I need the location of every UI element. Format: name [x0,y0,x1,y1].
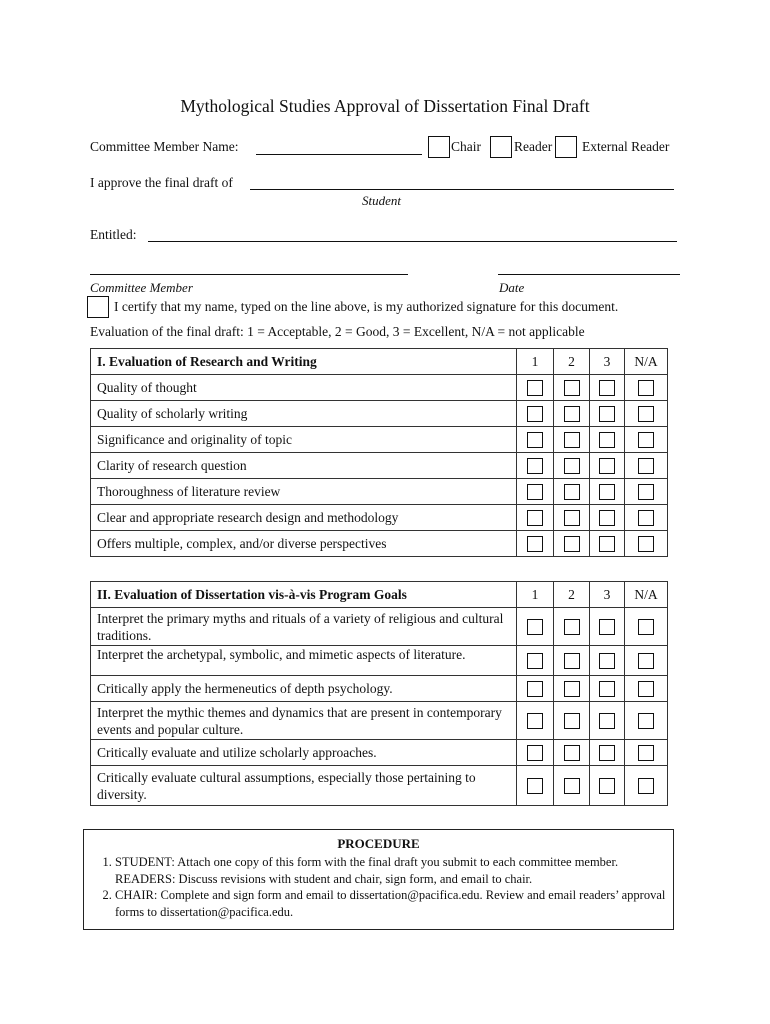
goal-label: Critically apply the hermeneutics of depth psychology. [91,676,517,702]
table-row [91,702,668,740]
rating-na-checkbox[interactable] [638,713,654,729]
program-goals-table [90,581,668,806]
rating-na-checkbox[interactable] [638,380,654,396]
rating-1-checkbox[interactable] [527,713,543,729]
table-row [91,453,668,479]
rating-2-checkbox[interactable] [564,380,580,396]
col-2-header: 2 [554,582,590,608]
rating-na-checkbox[interactable] [638,510,654,526]
table-header-row [91,582,668,608]
committee-member-caption: Committee Member [90,280,193,295]
rating-3-checkbox[interactable] [599,510,615,526]
certify-text: I certify that my name, typed on the line above, is my authorized signature for this document. [114,299,619,314]
table-row [91,479,668,505]
rating-2-checkbox[interactable] [564,484,580,500]
rating-1-checkbox[interactable] [527,510,543,526]
section1-header: I. Evaluation of Research and Writing [91,349,517,375]
research-writing-table [90,348,668,557]
table-row [91,646,668,676]
rating-na-checkbox[interactable] [638,432,654,448]
rating-3-checkbox[interactable] [599,745,615,761]
col-na-header: N/A [625,582,668,608]
table-row [91,505,668,531]
rating-1-checkbox[interactable] [527,380,543,396]
rating-1-checkbox[interactable] [527,484,543,500]
rating-na-checkbox[interactable] [638,458,654,474]
rating-1-checkbox[interactable] [527,681,543,697]
rating-na-checkbox[interactable] [638,536,654,552]
external-reader-checkbox[interactable] [555,136,577,158]
rating-3-checkbox[interactable] [599,778,615,794]
procedure-step: 1. STUDENT: Attach one copy of this form with the final draft you submit to each committee member. READERS: Discuss revisions with student and chair, sign form, and email to chair. [115,854,673,887]
rating-na-checkbox[interactable] [638,619,654,635]
table-row [91,766,668,806]
student-name-field[interactable] [250,189,674,190]
rating-3-checkbox[interactable] [599,681,615,697]
entitled-field[interactable] [148,241,677,242]
criterion-label: Offers multiple, complex, and/or diverse perspectives [91,531,517,557]
goal-label: Interpret the archetypal, symbolic, and mimetic aspects of literature. [91,646,517,676]
procedure-box [83,829,674,930]
rating-3-checkbox[interactable] [599,458,615,474]
procedure-list [84,854,673,920]
rating-na-checkbox[interactable] [638,778,654,794]
rating-na-checkbox[interactable] [638,653,654,669]
date-caption: Date [499,280,525,295]
col-1-header: 1 [517,582,554,608]
criterion-label: Quality of scholarly writing [91,401,517,427]
rating-na-checkbox[interactable] [638,484,654,500]
committee-member-signature-field[interactable] [90,274,408,275]
col-3-header: 3 [590,582,625,608]
table-header-row [91,349,668,375]
rating-1-checkbox[interactable] [527,619,543,635]
approve-label: I approve the final draft of [90,175,233,190]
rating-na-checkbox[interactable] [638,406,654,422]
rating-1-checkbox[interactable] [527,406,543,422]
col-1-header: 1 [517,349,554,375]
rating-3-checkbox[interactable] [599,380,615,396]
table-row [91,740,668,766]
rating-2-checkbox[interactable] [564,619,580,635]
goal-label: Critically evaluate cultural assumptions, especially those pertaining to diversity. [91,766,517,806]
rating-1-checkbox[interactable] [527,432,543,448]
table-row [91,401,668,427]
goal-label: Interpret the primary myths and rituals of a variety of religious and cultural traditions. [91,608,517,646]
rating-na-checkbox[interactable] [638,745,654,761]
rating-2-checkbox[interactable] [564,406,580,422]
table-row [91,608,668,646]
chair-checkbox[interactable] [428,136,450,158]
goal-label: Critically evaluate and utilize scholarly approaches. [91,740,517,766]
col-2-header: 2 [554,349,590,375]
rating-3-checkbox[interactable] [599,484,615,500]
reader-checkbox[interactable] [490,136,512,158]
criterion-label: Significance and originality of topic [91,427,517,453]
rating-1-checkbox[interactable] [527,778,543,794]
rating-2-checkbox[interactable] [564,713,580,729]
rating-2-checkbox[interactable] [564,432,580,448]
chair-label: Chair [451,139,481,154]
procedure-title: PROCEDURE [337,836,420,851]
section2-header: II. Evaluation of Dissertation vis-à-vis Program Goals [91,582,517,608]
committee-name-field[interactable] [256,154,422,155]
rating-2-checkbox[interactable] [564,778,580,794]
rating-3-checkbox[interactable] [599,619,615,635]
rating-2-checkbox[interactable] [564,458,580,474]
col-3-header: 3 [590,349,625,375]
criterion-label: Quality of thought [91,375,517,401]
rating-1-checkbox[interactable] [527,745,543,761]
rating-2-checkbox[interactable] [564,510,580,526]
rating-3-checkbox[interactable] [599,432,615,448]
rating-2-checkbox[interactable] [564,681,580,697]
criterion-label: Thoroughness of literature review [91,479,517,505]
criterion-label: Clarity of research question [91,453,517,479]
criterion-label: Clear and appropriate research design and methodology [91,505,517,531]
entitled-label: Entitled: [90,227,137,242]
certify-checkbox[interactable] [87,296,109,318]
table-row [91,531,668,557]
rating-2-checkbox[interactable] [564,745,580,761]
col-na-header: N/A [625,349,668,375]
rating-1-checkbox[interactable] [527,536,543,552]
table-row [91,676,668,702]
external-reader-label: External Reader [582,139,670,154]
rating-3-checkbox[interactable] [599,536,615,552]
rating-na-checkbox[interactable] [638,681,654,697]
goal-label: Interpret the mythic themes and dynamics that are present in contemporary events and popular culture. [91,702,517,740]
table-row [91,375,668,401]
rating-3-checkbox[interactable] [599,713,615,729]
reader-label: Reader [514,139,553,154]
rating-3-checkbox[interactable] [599,653,615,669]
rating-2-checkbox[interactable] [564,653,580,669]
table-row [91,427,668,453]
date-field[interactable] [498,274,680,275]
page-title: Mythological Studies Approval of Dissertation Final Draft [180,96,590,116]
rating-1-checkbox[interactable] [527,458,543,474]
rating-2-checkbox[interactable] [564,536,580,552]
rating-1-checkbox[interactable] [527,653,543,669]
committee-name-label: Committee Member Name: [90,139,239,154]
procedure-step: 2. CHAIR: Complete and sign form and email to dissertation@pacifica.edu. Review and email readers’ approval forms to dissertation@pacifica.edu. [115,887,673,920]
rating-3-checkbox[interactable] [599,406,615,422]
evaluation-note: Evaluation of the final draft: 1 = Acceptable, 2 = Good, 3 = Excellent, N/A = not applicable [90,324,585,339]
student-caption: Student [362,193,401,208]
